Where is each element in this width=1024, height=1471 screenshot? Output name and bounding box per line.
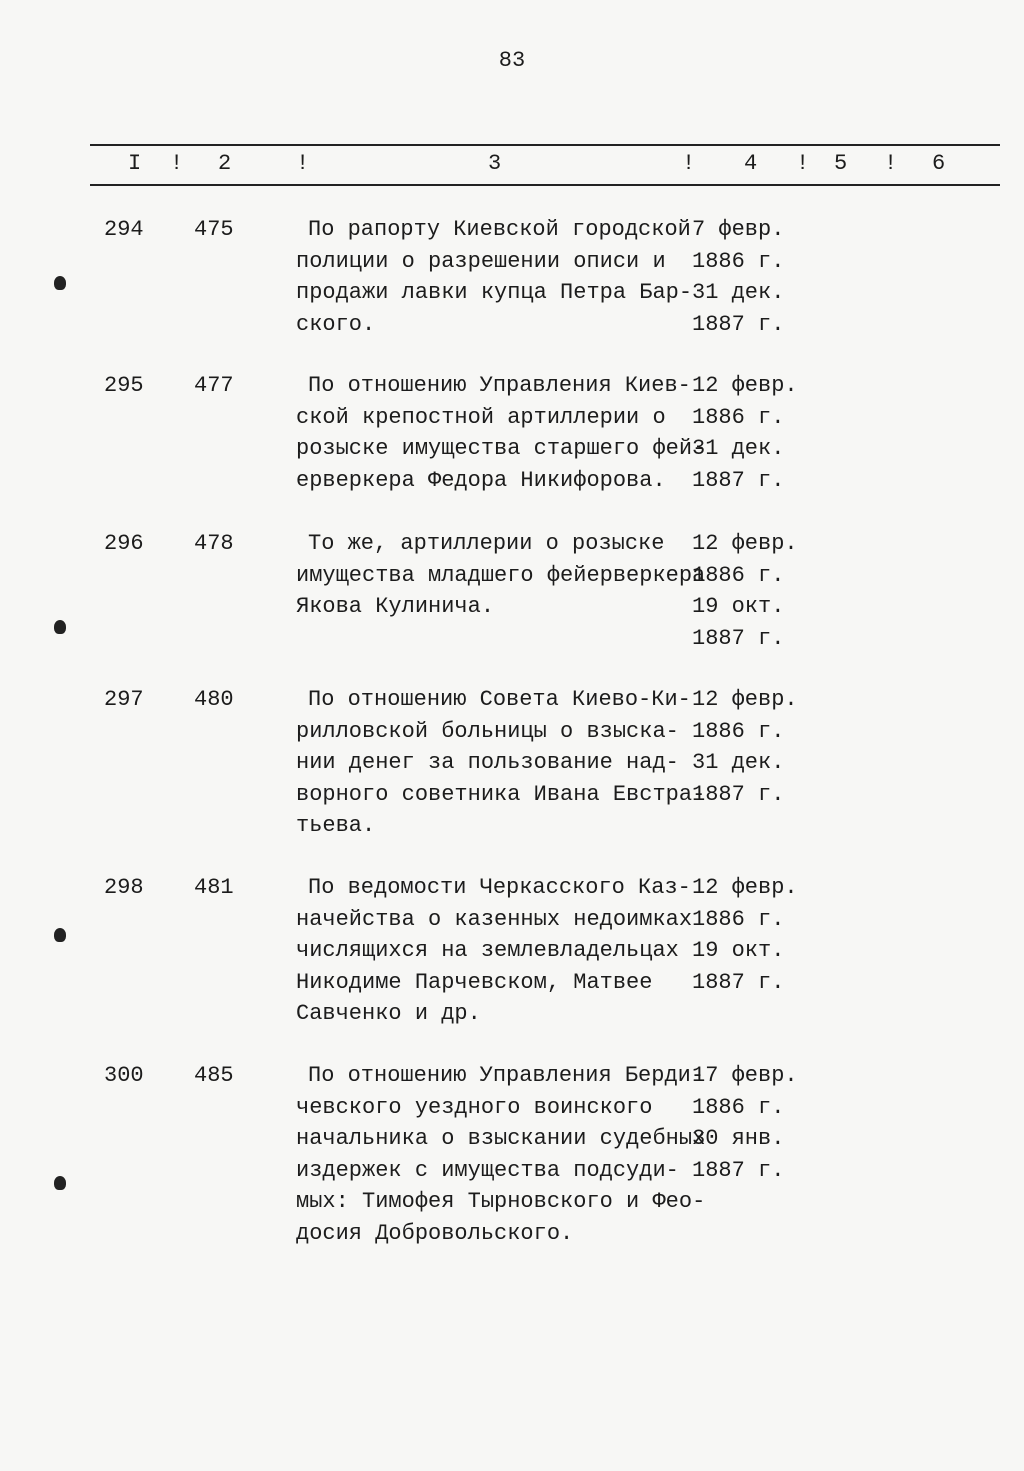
header-col-3: 3 [488, 151, 502, 176]
header-sep: ! [796, 151, 810, 176]
date-line: 1886 г. [692, 906, 785, 932]
description-line: нии денег за пользование над- [296, 750, 679, 775]
description-line: ерверкера Федора Никифорова. [296, 467, 666, 493]
entry-number: 298 [104, 875, 144, 900]
date-line: 31 дек. [692, 750, 785, 775]
page-number: 83 [498, 48, 526, 73]
description-line: имущества младшего фейерверкера [296, 562, 706, 588]
entry-code: 475 [194, 217, 234, 242]
description-line: досия Добровольского. [296, 1220, 574, 1246]
entry-dates [692, 214, 802, 340]
description-line: чевского уездного воинского [296, 1094, 653, 1120]
entry-code: 481 [194, 875, 234, 900]
header-col-5: 5 [834, 151, 848, 176]
entry-number: 300 [104, 1063, 144, 1088]
description-line: Савченко и др. [296, 1001, 481, 1026]
entry-dates [692, 872, 802, 998]
entry-code: 477 [194, 373, 234, 398]
entry-code: 480 [194, 687, 234, 712]
date-line: 1887 г. [692, 781, 785, 807]
entry-dates [692, 1060, 802, 1186]
entry-description [296, 370, 706, 496]
date-line: 1887 г. [692, 969, 785, 995]
description-line: ского. [296, 311, 376, 337]
table-top-rule [90, 144, 1000, 146]
description-line: издержек с имущества подсуди- [296, 1157, 679, 1183]
header-col-4: 4 [744, 151, 758, 176]
date-line: 7 февр. [692, 217, 785, 242]
punch-hole-mark [54, 276, 66, 290]
date-line: 1887 г. [692, 467, 785, 493]
date-line: 1887 г. [692, 625, 785, 651]
description-line: рилловской больницы о взыска- [296, 718, 679, 744]
header-sep: ! [682, 151, 696, 176]
entry-description [296, 214, 696, 340]
description-line: розыске имущества старшего фей- [296, 436, 706, 461]
description-line: продажи лавки купца Петра Бар- [296, 280, 693, 305]
entry-dates [692, 528, 802, 654]
header-sep: ! [170, 151, 184, 176]
description-line: тьева. [296, 813, 376, 838]
header-sep: ! [884, 151, 898, 176]
date-line: 31 дек. [692, 280, 785, 305]
entry-number: 296 [104, 531, 144, 556]
entry-number: 294 [104, 217, 144, 242]
date-line: 1887 г. [692, 311, 785, 337]
date-line: 31 дек. [692, 436, 785, 461]
entry-code: 478 [194, 531, 234, 556]
entry-description [296, 1060, 706, 1249]
punch-hole-mark [54, 928, 66, 942]
header-col-2: 2 [218, 151, 232, 176]
header-col-6: 6 [932, 151, 946, 176]
description-line: По рапорту Киевской городской [308, 217, 691, 242]
date-line: 12 февр. [692, 373, 798, 398]
entry-description [296, 528, 706, 623]
description-line: По отношению Управления Киев- [308, 373, 691, 398]
punch-hole-mark [54, 620, 66, 634]
description-line: Никодиме Парчевском, Матвее [296, 969, 653, 995]
header-col-1: I [128, 151, 142, 176]
description-line: числящихся на землевладельцах [296, 938, 679, 963]
date-line: 12 февр. [692, 875, 798, 900]
description-line: То же, артиллерии о розыске [308, 531, 665, 556]
date-line: 30 янв. [692, 1126, 785, 1151]
date-line: 19 окт. [692, 594, 785, 619]
table-header-rule [90, 184, 1000, 186]
entry-dates [692, 370, 802, 496]
date-line: 12 февр. [692, 531, 798, 556]
entry-number: 297 [104, 687, 144, 712]
date-line: 19 окт. [692, 938, 785, 963]
entry-description [296, 872, 696, 1030]
description-line: полиции о разрешении описи и [296, 248, 666, 274]
entry-number: 295 [104, 373, 144, 398]
description-line: ской крепостной артиллерии о [296, 404, 666, 430]
description-line: По ведомости Черкасского Каз- [308, 875, 691, 900]
entry-description [296, 684, 706, 842]
date-line: 12 февр. [692, 687, 798, 712]
description-line: По отношению Управления Берди- [308, 1063, 705, 1088]
date-line: 1886 г. [692, 718, 785, 744]
date-line: 1886 г. [692, 404, 785, 430]
description-line: По отношению Совета Киево-Ки- [308, 687, 691, 712]
header-sep: ! [296, 151, 310, 176]
punch-hole-mark [54, 1176, 66, 1190]
description-line: начальника о взыскании судебных [296, 1126, 706, 1151]
entry-dates [692, 684, 802, 810]
description-line: мых: Тимофея Тырновского и Фео- [296, 1189, 706, 1214]
description-line: начейства о казенных недоимках [296, 906, 693, 932]
date-line: 1886 г. [692, 1094, 785, 1120]
description-line: ворного советника Ивана Евстра- [296, 781, 706, 807]
entry-code: 485 [194, 1063, 234, 1088]
description-line: Якова Кулинича. [296, 594, 495, 619]
date-line: 17 февр. [692, 1063, 798, 1088]
date-line: 1886 г. [692, 562, 785, 588]
date-line: 1886 г. [692, 248, 785, 274]
date-line: 1887 г. [692, 1157, 785, 1183]
